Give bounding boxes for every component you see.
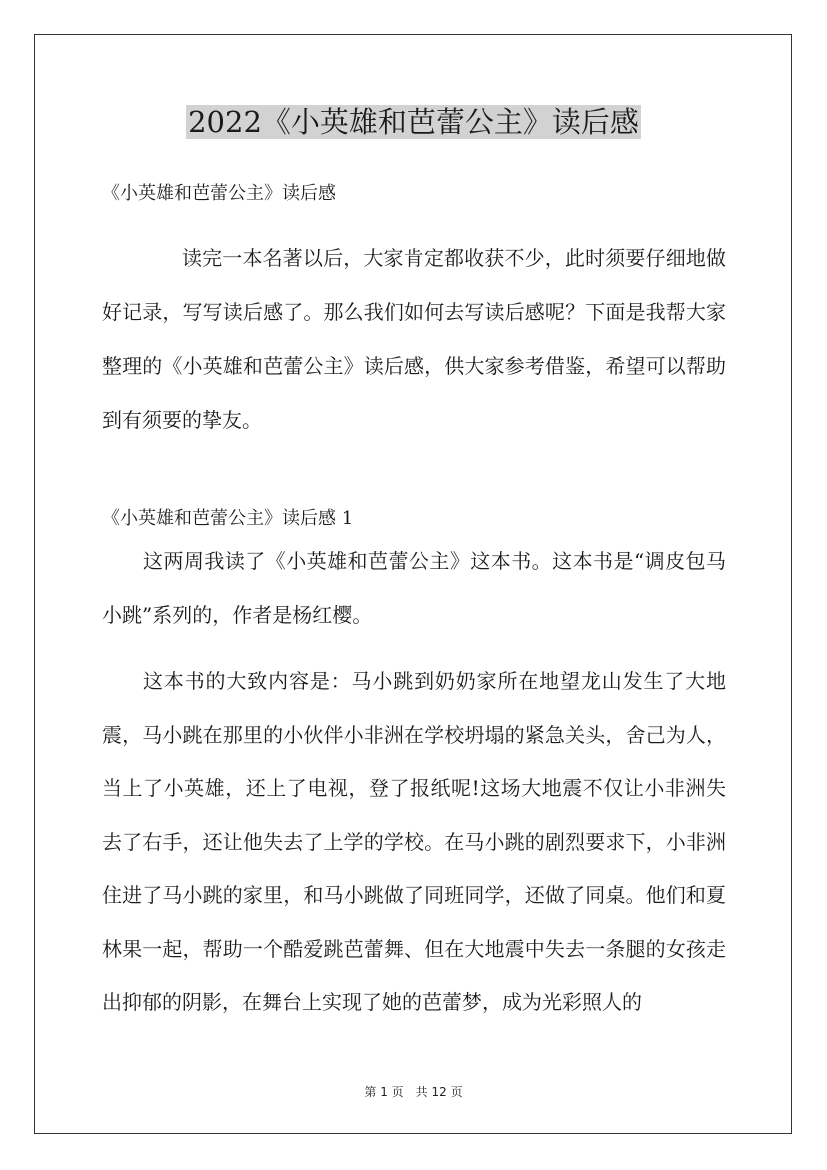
document-title-text: 2022《小英雄和芭蕾公主》读后感: [188, 105, 639, 139]
body-paragraph-1: 这两周我读了《小英雄和芭蕾公主》这本书。这本书是“调皮包马小跳”系列的，作者是杨红樱。: [102, 549, 726, 627]
document-title: [0, 100, 827, 144]
document-subtitle: 《小英雄和芭蕾公主》读后感: [102, 183, 336, 204]
intro-paragraph: 读完一本名著以后，大家肯定都收获不少，此时须要仔细地做好记录，写写读后感了。那么我们如何去写读后感呢？下面是我帮大家整理的《小英雄和芭蕾公主》读后感，供大家参考借鉴，希望可以帮助到有须要的挚友。: [102, 246, 726, 432]
body-paragraph-2: 这本书的大致内容是：马小跳到奶奶家所在地望龙山发生了大地震，马小跳在那里的小伙伴小非洲在学校坍塌的紧急关头，舍己为人，当上了小英雄，还上了电视，登了报纸呢!这场大地震不仅让小非洲失去了右手，还让他失去了上学的学校。在马小跳的剧烈要求下，小非洲住进了马小跳的家里，和马小跳做了同班同学，还做了同桌。他们和夏林果一起，帮助一个酷爱跳芭蕾舞、但在大地震中失去一条腿的女孩走出抑郁的阴影，在舞台上实现了她的芭蕾梦，成为光彩照人的: [102, 669, 726, 1014]
section-heading: 《小英雄和芭蕾公主》读后感 1: [102, 508, 354, 529]
page-footer: 第 1 页 共 12 页: [364, 1085, 463, 1099]
